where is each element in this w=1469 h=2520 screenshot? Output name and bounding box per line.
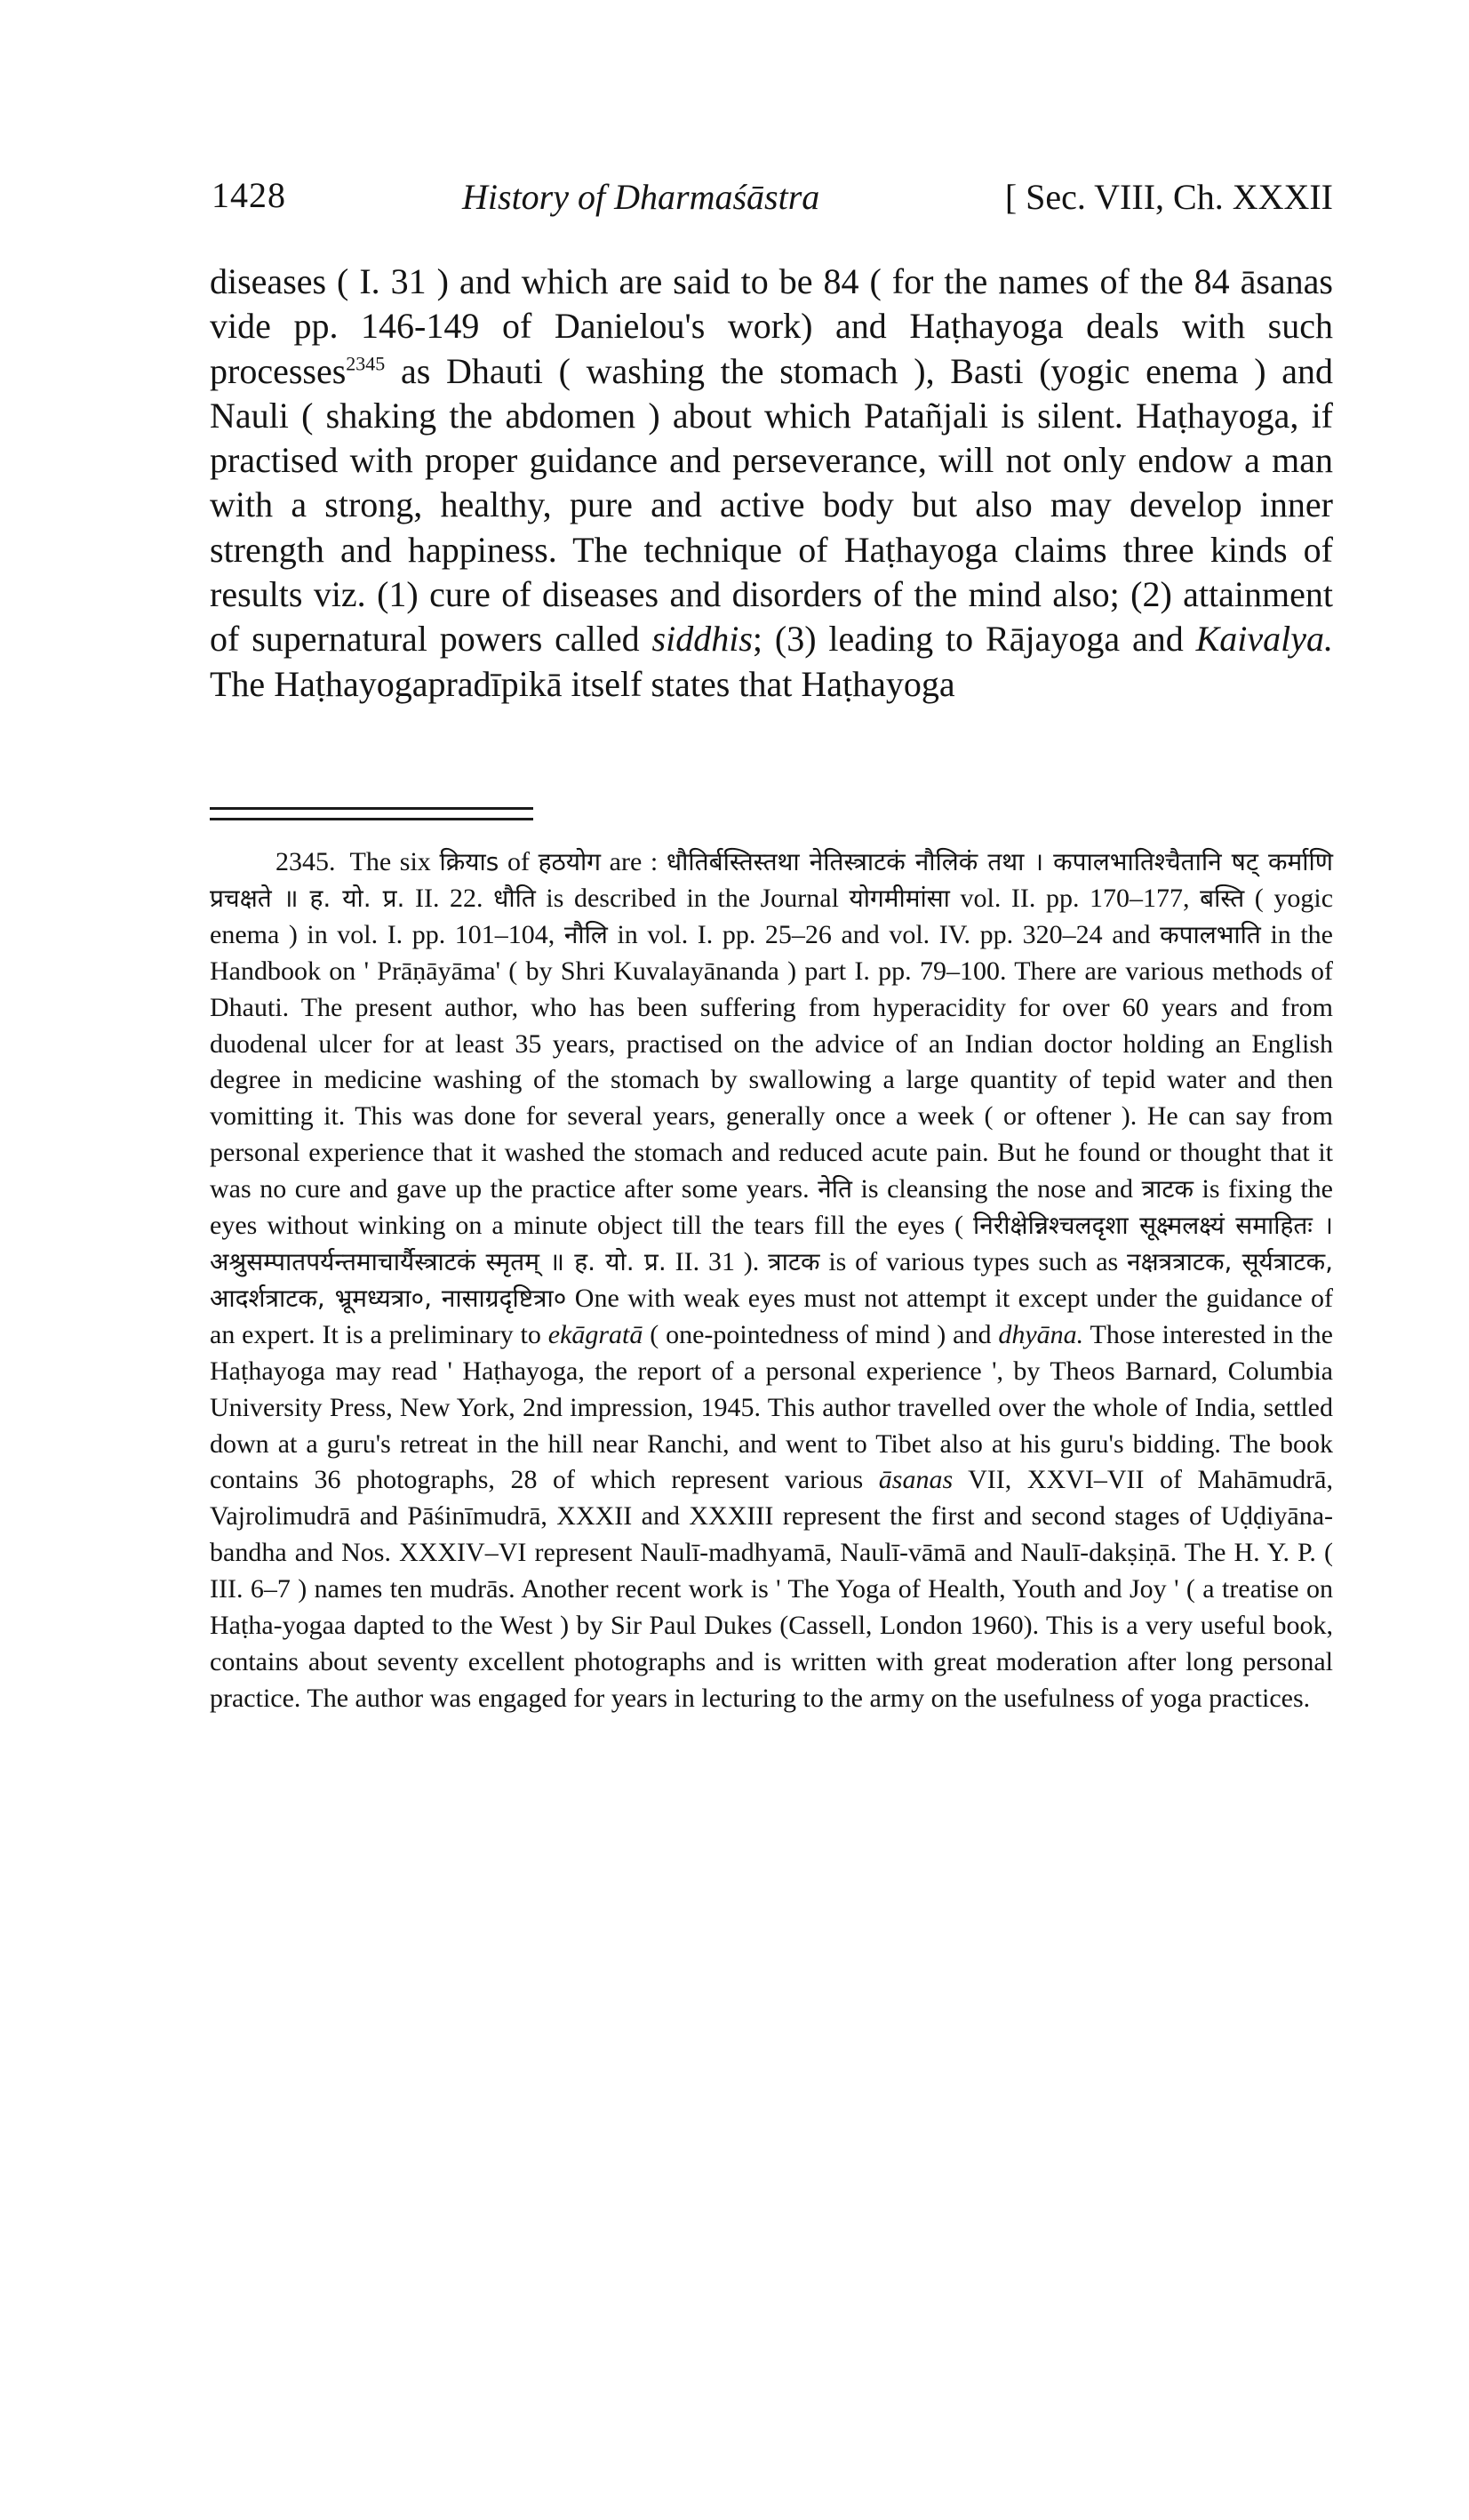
body-text-segment: ; (3) leading to Rājayoga and [752,619,1196,660]
italic-term: Kaivalya. [1195,619,1333,660]
devanagari-text: योगमीमांसा [849,883,950,913]
italic-term: āsanas [878,1465,954,1495]
page-header [212,174,1333,224]
footnote-text: is of various types such as [819,1246,1128,1276]
footnote-text: VII, XXVI–VII of Mahāmudrā, Vajrolimudrā and Pāśinīmudrā, XXXII and XXXIII represent the first and second stages of Uḍḍiyāna-bandha and Nos. XXXIV–VI represent Naulī-madhyamā, Naulī-vāmā and Naulī-dakṣiṇā. The H. Y. P. ( III. 6–7 ) names ten mudrās. Another recent work is ' The Yoga of Health, Youth and Joy ' ( a treatise on Haṭha-yogaa dapted to the West ) by Sir Paul Dukes (Cassell, London 1960). This is a very useful book, contains about seventy excellent photographs and is written with great moderation after long personal practice. The author was engaged for years in lecturing to the army on the usefulness of yoga practices. [210,1465,1333,1713]
devanagari-text: हठयोग [538,847,601,876]
devanagari-text: कपालभाति [1160,919,1261,949]
footnote-text: Those interested in the Haṭhayoga may read ' Haṭhayoga, the report of a personal experience ', by Theos Barnard, Columbia University Press, New York, 2nd impression, 1945. This author travelled over the whole of India, settled down at a guru's retreat in the hill near Ranchi, and went to Tibet also at his guru's bidding. The book contains 36 photographs, 28 of which represent various [210,1319,1333,1495]
italic-term: siddhis [651,619,753,660]
footnote-text: One with weak eyes must not attempt it except under the guidance of an expert. It is a preliminary to [210,1283,1334,1349]
main-paragraph [210,260,1333,707]
italic-term: dhyāna. [998,1319,1084,1349]
devanagari-text: बस्ति [1200,883,1245,913]
devanagari-quotation: निरीक्षेन्निश्चलदृशा सूक्ष्मलक्ष्यं समाहितः । अश्रुसम्पातपर्यन्तमाचार्यैस्त्राटकं स्मृतम् ॥ ह. यो. प्र. [210,1211,1333,1276]
body-text-segment: The Haṭhayogapradīpikā itself states that Haṭhayoga [210,663,955,704]
section-reference: [ Sec. VIII, Ch. XXXII [1004,177,1333,217]
footnote-text: The six [349,847,440,876]
footnote-text: ( one-pointedness of mind ) and [643,1319,999,1349]
footnote-number: 2345. [275,847,336,876]
footnote-text: is fixing the eyes without winking on a minute object till the tears fill the eyes ( [210,1174,1333,1241]
devanagari-text: क्रियाs [439,847,499,876]
page-number: 1428 [212,175,286,215]
running-title: History of Dharmaśāstra [462,177,820,217]
devanagari-text: नौलि [563,919,608,949]
footnote-text: are : [601,847,667,876]
footnote-text: II. 31 ). [666,1246,769,1276]
footnote-text: ( yogic enema ) in vol. I. pp. 101–104, [210,883,1334,949]
footnote-text: is cleansing the nose and [851,1174,1142,1204]
footnote-text: is described in the Journal [535,883,850,913]
devanagari-list: नक्षत्रत्राटक, सूर्यत्राटक, आदर्शत्राटक, भ्रूमध्यत्रा०, नासाग्रदृष्टित्रा० [210,1246,1333,1313]
footnote-text: in the Handbook on ' Prāṇāyāma' ( by Shri Kuvalayānanda ) part I. pp. 79–100. There are various methods of Dhauti. The present author, who has been suffering from hyperacidity for over 60 years and from duodenal ulcer for at least 35 years, practised on the advice of an Indian doctor holding an English degree in medicine washing of the stomach by swallowing a large quantity of tepid water and then vomitting it. This was done for several years, generally once a week ( or oftener ). He can say from personal experience that it washed the stomach and reduced acute pain. But he found or thought that it was no cure and gave up the practice after some years. [210,919,1333,1204]
footnote-reference-marker: 2345 [346,352,386,375]
italic-term: ekāgratā [547,1319,643,1349]
footnote-text: in vol. I. pp. 25–26 and vol. IV. pp. 320–24 and [607,919,1161,949]
footnote-2345 [210,844,1333,1717]
devanagari-text: नेति [818,1174,852,1204]
footnote-text: II. 22. [404,883,494,913]
body-text-segment: as Dhauti ( washing the stomach ), Basti (yogic enema ) and Nauli ( shaking the abdomen ) about which Patañjali is silent. Haṭhayoga, if practised with proper guidance and perseverance, will not only endow a man with a strong, healthy, pure and active body but also may develop inner strength and happiness. The technique of Haṭhayoga claims three kinds of results viz. (1) cure of diseases and disorders of the mind also; (2) attainment of supernatural powers called [210,350,1333,660]
devanagari-text: त्राटक [1141,1174,1194,1204]
devanagari-text: त्राटक [768,1246,820,1276]
devanagari-text: धौति [493,883,536,913]
footnote-separator-rule [210,807,533,810]
footnote-separator-rule [210,818,533,820]
body-text-segment: diseases ( I. 31 ) and which are said to be 84 ( for the names of the 84 āsanas vide pp. 146-149 of Danielou's work) and Haṭhayoga deals with such processes [210,261,1333,391]
footnote-text: vol. II. pp. 170–177, [949,883,1201,913]
devanagari-quotation: धौतिर्बस्तिस्तथा नेतिस्त्राटकं नौलिकं तथा । कपालभातिश्चैतानि षट् कर्माणि प्रचक्षते ॥ ह. यो. प्र. [210,847,1333,913]
footnote-text: of [499,847,539,876]
